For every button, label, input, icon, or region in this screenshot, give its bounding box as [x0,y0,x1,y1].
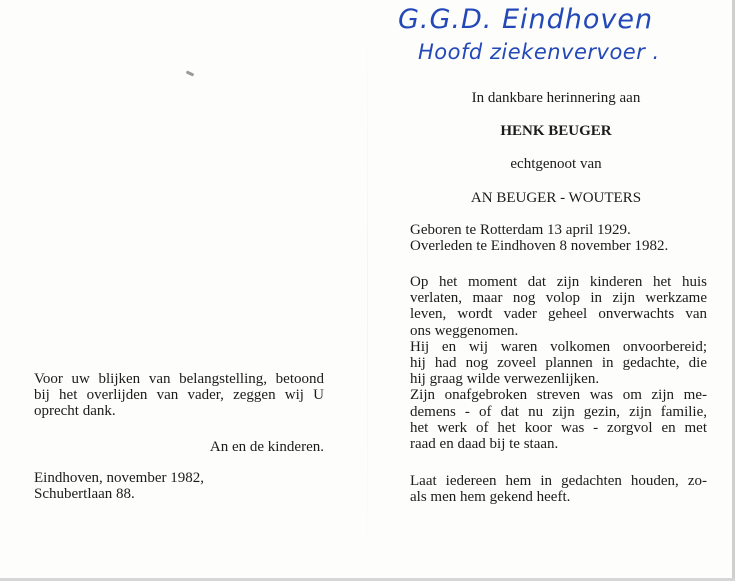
story-line: verlaten, maar nog volop in zijn werkzame [410,290,707,307]
story-line: het werk of het koor was - zorgvol en met [410,419,707,436]
address-line: Schubertlaan 88. [34,486,135,503]
closing-line: als men hem gekend heeft. [410,489,571,506]
story-line: hij had nog zoveel plannen in gedachte, die [410,355,707,372]
thanks-paragraph [34,371,324,420]
card-fold [367,0,368,581]
closing-line: Laat iedereen hem in gedachten houden, zo- [410,473,707,489]
spouse-name: AN BEUGER - WOUTERS [470,190,642,206]
birth-line: Geboren te Rotterdam 13 april 1929. [410,222,631,238]
thanks-line: bij het overlijden van vader, zeggen wij U [34,387,324,404]
story-line: ons weggenomen. [410,322,519,339]
handwritten-note-line2: Hoofd ziekenvervoer . [418,40,660,64]
pencil-mark [186,70,195,76]
handwritten-note-line1: G.G.D. Eindhoven [398,4,654,35]
address-block [34,470,324,502]
story-paragraph [410,274,707,452]
address-line: Eindhoven, november 1982, [34,470,204,486]
death-line: Overleden te Eindhoven 8 november 1982. [410,238,669,255]
story-line: demens - of dat nu zijn gezin, zijn familie, [410,403,707,420]
story-line: Zijn onafgebroken streven was om zijn me- [410,387,707,404]
signoff: An en de kinderen. [209,439,324,455]
intro-text: In dankbare herinnering aan [471,90,641,106]
thanks-line: Voor uw blijken van belangstelling, betoond [34,371,324,387]
relation-text: echtgenoot van [510,156,602,172]
closing-paragraph [410,473,707,505]
story-line: hij graag wilde verwezenlijken. [410,371,600,388]
deceased-name: HENK BEUGER [500,123,612,139]
story-line: Hij en wij waren volkomen onvoorbereid; [410,338,707,355]
thanks-line: oprecht dank. [34,403,116,420]
story-line: leven, wordt vader geheel onverwachts van [410,306,707,323]
story-line: Op het moment dat zijn kinderen het huis [410,274,707,290]
story-line: raad en daad bij te staan. [410,436,559,453]
birth-death-dates [410,222,707,254]
